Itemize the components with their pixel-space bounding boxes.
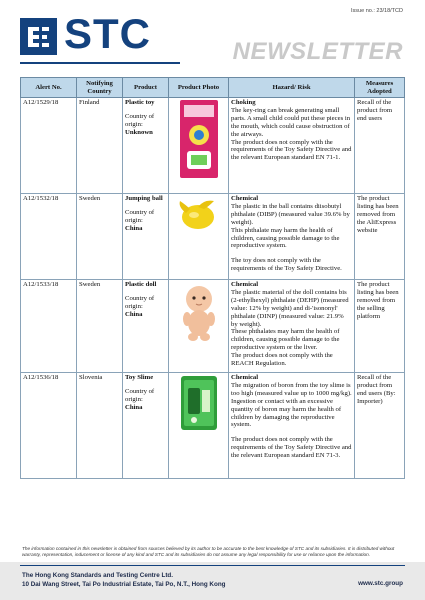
col-hazard-risk: Hazard/ Risk — [229, 78, 355, 98]
hazard-text: Ingestion or contact with an excessive quantity of boron may harm the health of children by damaging the reproductive system. — [231, 397, 342, 429]
hazard-text: The product does not comply with the REACH Regulation. — [231, 352, 333, 368]
product-photo-cell — [169, 280, 229, 373]
hazard-type: Chemical — [231, 374, 259, 381]
hazard-text: This phthalate may harm the health of children, causing possible damage to the reproductive system. — [231, 226, 340, 250]
company-address: 10 Dai Wang Street, Tai Po Industrial Estate, Tai Po, N.T., Hong Kong — [22, 581, 226, 589]
hazard-type: Choking — [231, 99, 256, 106]
product-name: Toy Slime — [125, 374, 154, 381]
toy-slime-photo — [177, 374, 221, 432]
product-photo-cell — [169, 194, 229, 280]
hazard-text: The product does not comply with the requirements of the Toy Safety Directive and the relevant European standard EN 71-1. — [231, 138, 352, 162]
alert-no-cell: A12/1533/18 — [21, 280, 77, 373]
jumping-ball-photo — [174, 195, 224, 235]
country-cell: Sweden — [77, 194, 123, 280]
hazard-cell — [229, 373, 355, 479]
hazard-cell — [229, 98, 355, 194]
hazard-text: The product does not comply with the requirements of the Toy Safety Directive and the relevant European standard EN 71-3. — [231, 436, 352, 460]
company-name: The Hong Kong Standards and Testing Centre Ltd. — [22, 572, 174, 579]
country-cell: Finland — [77, 98, 123, 194]
product-cell — [123, 280, 169, 373]
product-cell — [123, 98, 169, 194]
col-product-photo: Product Photo — [169, 78, 229, 98]
product-cell — [123, 373, 169, 479]
plastic-toy-photo — [179, 99, 219, 179]
page-header — [0, 0, 425, 74]
disclaimer-text: The information contained in this newsletter is obtained from sources believed by its author to be accurate to the best knowledge of STC and its subsidiaries. It is distributed without warranty, representation, inducement or license of any kind and STC and its subsidiaries do not assume any legal responsibility for use or reliance upon the information. — [22, 546, 395, 558]
table-row — [21, 194, 405, 280]
origin-label: Country of origin: — [125, 387, 155, 403]
table-header-row — [21, 78, 405, 98]
logo-divider — [20, 62, 180, 64]
origin-label: Country of origin: — [125, 208, 155, 224]
hazard-text: These phthalates may harm the health of children, causing possible damage to the reproductive system or the liver. — [231, 328, 340, 352]
table-row — [21, 98, 405, 194]
origin-value: China — [125, 224, 143, 232]
alerts-table — [20, 77, 405, 479]
origin-label: Country of origin: — [125, 294, 155, 310]
col-product: Product — [123, 78, 169, 98]
table-row — [21, 280, 405, 373]
issue-number: Issue no.: 23/18/TCD — [351, 8, 403, 14]
col-alert-no: Alert No. — [21, 78, 77, 98]
product-name: Jumping ball — [125, 195, 163, 202]
hazard-text: The toy does not comply with the requirements of the Toy Safety Directive. — [231, 257, 342, 273]
hazard-text: The migration of boron from the toy slime is too high (measured value up to 1000 mg/kg). — [231, 381, 352, 397]
product-photo-cell — [169, 373, 229, 479]
hazard-text: The plastic material of the doll contains bis (2-ethylhexyl) phthalate (DEHP) (measured value: 12% by weight) and di-'isononyl' phthalate (DINP) (measured value: 21.9% by weight). — [231, 288, 349, 328]
plastic-doll-photo — [179, 281, 219, 343]
footer-address-block — [22, 571, 226, 590]
hazard-cell — [229, 194, 355, 280]
measures-cell: Recall of the product from end users (By: Importer) — [355, 373, 405, 479]
origin-value: China — [125, 310, 143, 318]
col-measures-adopted: Measures Adopted — [355, 78, 405, 98]
product-name: Plastic toy — [125, 99, 155, 106]
hazard-text: The key-ring can break generating small parts. A small child could put these pieces in the mouth, which could cause obstruction of the airways. — [231, 106, 351, 138]
measures-cell: Recall of the product from end users — [355, 98, 405, 194]
product-name: Plastic doll — [125, 281, 157, 288]
hazard-cell — [229, 280, 355, 373]
newsletter-title: NEWSLETTER — [232, 38, 403, 65]
product-photo-cell — [169, 98, 229, 194]
website-link[interactable]: www.stc.group — [358, 580, 403, 587]
hazard-type: Chemical — [231, 281, 259, 288]
col-notifying-country: Notifying Country — [77, 78, 123, 98]
footer-divider — [20, 565, 405, 566]
alert-no-cell: A12/1532/18 — [21, 194, 77, 280]
measures-cell: The product listing has been removed from the selling platform — [355, 280, 405, 373]
hazard-text: The plastic in the ball contains diisobutyl phthalate (DIBP) (measured value 39.6% by weight). — [231, 202, 350, 226]
origin-value: China — [125, 403, 143, 411]
table-row — [21, 373, 405, 479]
origin-label: Country of origin: — [125, 112, 155, 128]
origin-value: Unknown — [125, 128, 153, 136]
product-cell — [123, 194, 169, 280]
country-cell: Slovenia — [77, 373, 123, 479]
stc-logo-text: STC — [64, 10, 151, 57]
alert-no-cell: A12/1529/18 — [21, 98, 77, 194]
hazard-type: Chemical — [231, 195, 259, 202]
measures-cell: The product listing has been removed from the AliExpress website — [355, 194, 405, 280]
stc-logo-mark — [20, 18, 57, 55]
country-cell: Sweden — [77, 280, 123, 373]
alert-no-cell: A12/1536/18 — [21, 373, 77, 479]
